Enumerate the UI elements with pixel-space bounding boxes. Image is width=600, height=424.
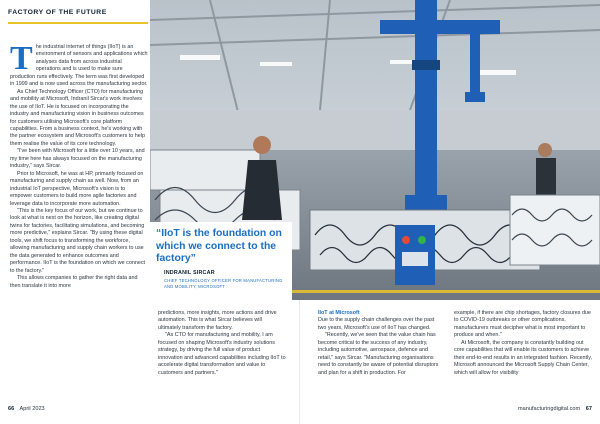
paragraph: he industrial internet of things (IIoT) is an environment of sensors and applications which analyses data from across industrial operations and is used to make sure production runs effectively. The term was first developed in 1999 and is now used across the manufacturing sector. (10, 44, 148, 88)
paragraph: As Chief Technology Officer (CTO) for manufacturing and mobility at Microsoft, Indranil Sircar's work involves the use of IIoT. He is focused on incorporating the industry and manufacturing vision in business outcomes for customers utilising Microsoft's core platform capabilities. From a business context, he's working with the partner ecosystem and Microsoft's customers to help them realise the value of its core technology. (10, 88, 145, 147)
paragraph: example, if there are chip shortages, factory closures due to COVID-19 outbreaks or other complications, manufacturers must decipher what is most important to produce and when." (454, 310, 591, 339)
footer-right (518, 406, 592, 412)
site-url: manufacturingdigital.com (518, 406, 581, 412)
issue-date: April 2023 (19, 406, 45, 412)
article-column-2 (158, 310, 286, 377)
page-number-right: 67 (585, 406, 592, 412)
drop-cap: T (10, 40, 33, 77)
paragraph: "As CTO for manufacturing and mobility, I am focused on shaping Microsoft's industry solutions strategy, by driving the full value of product innovation and advanced capabilities including IIoT to accelerate digital transformation and value to customers and partners." (158, 332, 286, 376)
pull-quote-text: “IIoT is the foundation on which we connect to the factory” (156, 228, 282, 264)
page-number-left: 66 (8, 406, 15, 412)
paragraph: Prior to Microsoft, he was at HP, primarily focused on manufacturing and supply chain as well. Now, from an industrial IoT perspective, Microsoft's vision is to empower customers to build more agile factories and leverage data to incorporate more automation. (10, 170, 144, 207)
footer-left (8, 406, 45, 412)
paragraph: predictions, more insights, more actions and drive automation. This is what Sircar believes will ultimately transform the factory. (158, 310, 277, 331)
pull-quote (150, 222, 292, 302)
section-rule (8, 22, 148, 24)
pull-quote-author: INDRANIL SIRCAR (164, 270, 215, 276)
article-column-3 (318, 310, 444, 377)
subheading: IIoT at Microsoft (318, 310, 360, 316)
paragraph: At Microsoft, the company is constantly building out core capabilities that will enable its customers to achieve their end-to-end results in an integrated fashion. Recently, Microsoft announced the Microsoft Supply Chain Center, which will allow for visibility (454, 339, 593, 376)
paragraph: This allows companies to gather the right data and then translate it into more (10, 275, 138, 289)
pull-quote-author-title: CHIEF TECHNOLOGY OFFICER FOR MANUFACTURING AND MOBILITY, MICROSOFT (164, 278, 283, 289)
article-column-4 (454, 310, 594, 377)
section-title: FACTORY OF THE FUTURE (8, 9, 107, 16)
paragraph: Due to the supply chain challenges over the past two years, Microsoft's use of IIoT has changed. (318, 317, 435, 331)
article-column-1 (10, 40, 148, 290)
page-gutter (299, 300, 300, 424)
paragraph: "Recently, we've seen that the value chain has become critical to the success of any industry, including automotive, aerospace, defence and retail," says Sircar. "Manufacturing organisations need to constantly be aware of potential disruptors and plan for a shift in production. For (318, 332, 439, 376)
paragraph: "This is the key focus of our work, but we continue to look at what is next on the horizon, like creating digital twins for factories, facilitating simulations, and becoming more predictive," explains Sircar. "By using these digital tools, we shift focus to transforming the workforce, allowing manufacturing and supply chain workers to use the data generated to enhance outcomes and performance. IIoT is the foundation on which we connect to the factory." (10, 207, 146, 274)
paragraph: "I've been with Microsoft for a little over 10 years, and my time here has always focused on the manufacturing industry," says Sircar. (10, 148, 145, 170)
